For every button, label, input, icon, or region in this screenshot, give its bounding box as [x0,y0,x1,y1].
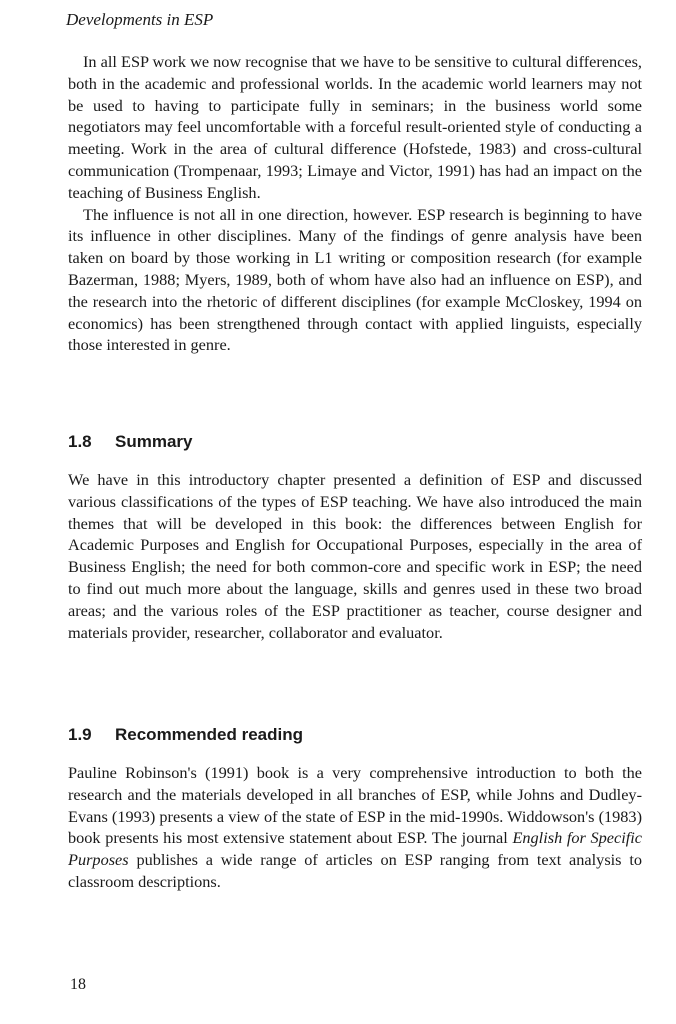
summary-text [68,469,642,643]
paragraph-recommended-reading [68,762,642,893]
section-number: 1.9 [68,725,92,744]
paragraph-influence: The influence is not all in one direction, however. ESP research is beginning to have its influence in other disciplines. Many of the findings of genre analysis have been taken on board by those working in L1 writing or composition research (for example Bazerman, 1988; Myers, 1989, both of whom have also had an influence on ESP), and the research into the rhetoric of different disciplines (for example McCloskey, 1994 on economics) has been strengthened through contact with applied linguists, especially those interested in genre. [68,204,642,355]
paragraph-summary: We have in this introductory chapter presented a definition of ESP and discussed various classifications of the types of ESP teaching. We have also introduced the main themes that will be developed in this book: the differences between English for Academic Purposes and English for Occupational Purposes, especially in the area of Business English; the need for both common-core and specific work in ESP; the need to find out much more about the language, skills and genres used in these two broad areas; and the various roles of the ESP practitioner as teacher, course designer and materials provider, researcher, collaborator and evaluator. [68,470,642,642]
page-number: 18 [70,976,86,993]
journal-title: English for Specific Purposes [68,828,643,870]
section-title: Summary [115,432,193,451]
running-head: Developments in ESP [66,10,214,29]
section-heading-summary [68,432,192,452]
reading-text-after: publishes a wide range of articles on ESP ranging from text analysis to classroom descriptions. [68,850,642,891]
paragraph-cultural-differences: In all ESP work we now recognise that we have to be sensitive to cultural differences, both in the academic and professional worlds. In the academic world learners may not be used to having to participate fully in seminars; in the business world some negotiators may feel uncomfortable with a forceful result-oriented style of conducting a meeting. Work in the area of cultural difference (Hofstede, 1983) and cross-cultural communication (Trompenaar, 1993; Limaye and Victor, 1991) has had an impact on the teaching of Business English. [68,52,642,202]
section-number: 1.8 [68,432,92,451]
intro-text [68,51,642,356]
section-title: Recommended reading [115,725,303,744]
recommended-reading-text [68,762,642,893]
section-heading-recommended-reading [68,725,303,745]
reading-text-before: Pauline Robinson's (1991) book is a very comprehensive introduction to both the research and the materials developed in all branches of ESP, while Johns and Dudley-Evans (1993) presents a view of the state of ESP in the mid-1990s. Widdowson's (1983) book presents his most extensive statement about ESP. The journal [68,763,642,848]
